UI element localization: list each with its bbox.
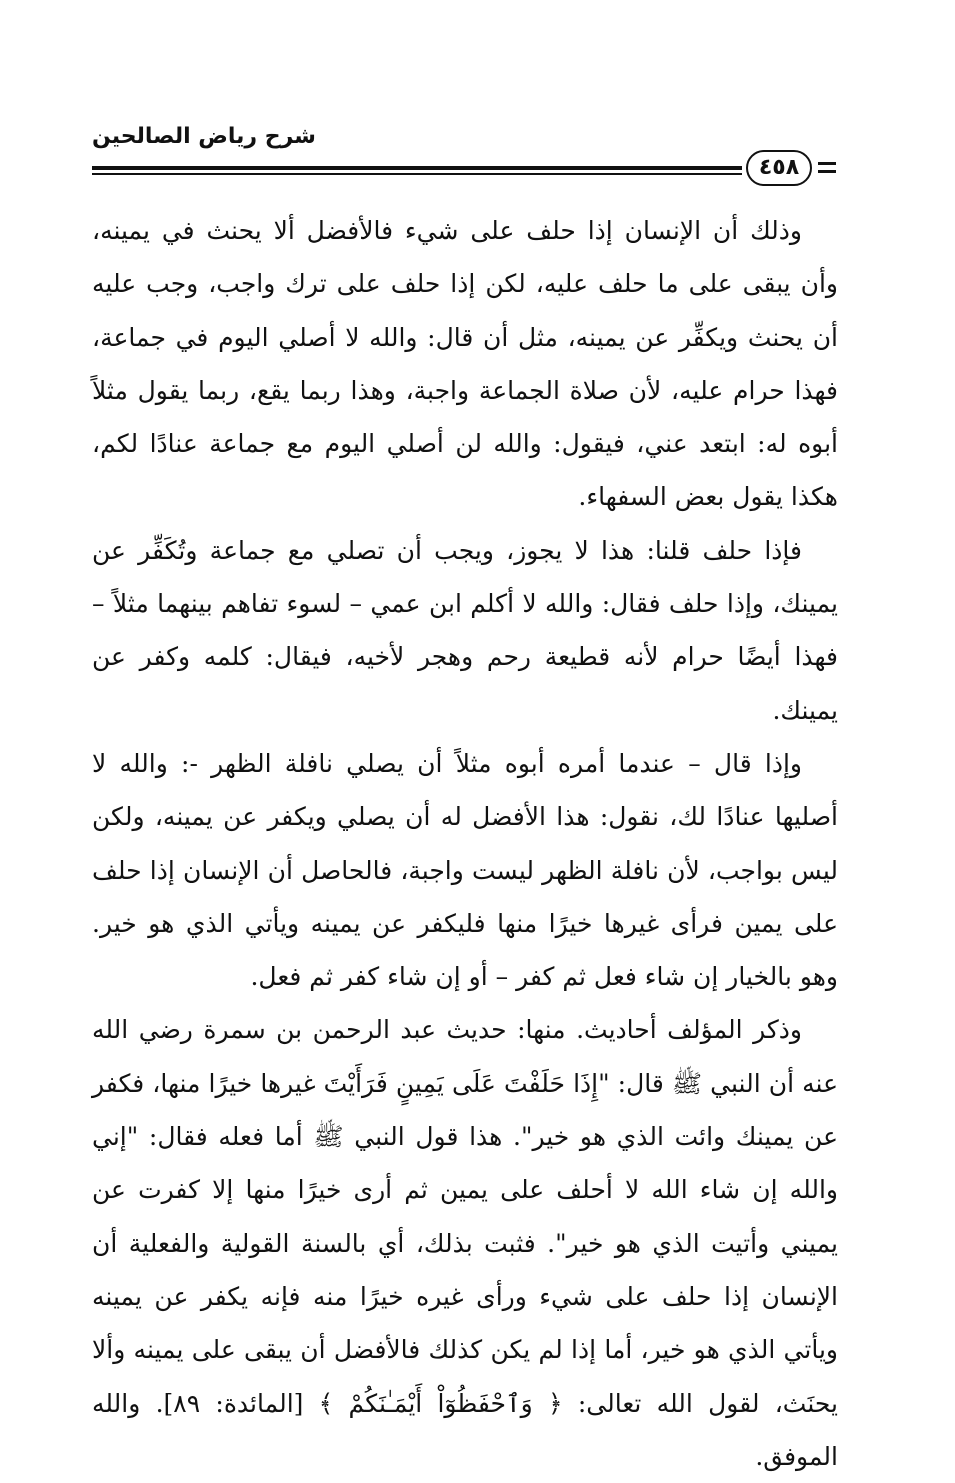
page-number: ٤٥٨ xyxy=(746,150,812,186)
header-rule xyxy=(92,160,838,182)
running-header-title: شرح رياض الصالحين xyxy=(92,124,316,149)
page-number-mark-top xyxy=(818,162,836,165)
page-number-marks xyxy=(818,160,838,176)
paragraph-1: وذلك أن الإنسان إذا حلف على شيء فالأفضل ألا يحنث في يمينه، وأن يبقى على ما حلف عليه، لكن إذا حلف على ترك واجب، وجب عليه أن يحنث ويكفِّر عن يمينه، مثل أن قال: والله لا أصلي اليوم في جماعة، فهذا حرام عليه، لأن صلاة الجماعة واجبة، وهذا ربما يقع، ربما يقول مثلاً أبوه له: ابتعد عني، فيقول: والله لن أصلي اليوم مع جماعة عنادًا لكم، هكذا يقول بعض السفهاء. xyxy=(92,216,838,512)
body-text xyxy=(92,204,838,1483)
paragraph-3: وإذا قال – عندما أمره أبوه مثلاً أن يصلي نافلة الظهر -: والله لا أصليها عنادًا لك، نقول: هذا الأفضل له أن يصلي ويكفر عن يمينه، ولكن ليس بواجب، لأن نافلة الظهر ليست واجبة، فالحاصل أن الإنسان إذا حلف على يمين فرأى غيرها خيرًا منها فليكفر عن يمينه ويأتي الذي هو خير. وهو بالخيار إن شاء فعل ثم كفر – أو إن شاء كفر ثم فعل. xyxy=(92,748,838,992)
header-rule-thick xyxy=(92,166,742,170)
paragraph-4: وذكر المؤلف أحاديث. منها: حديث عبد الرحمن بن سمرة رضي الله عنه أن النبي ﷺ قال: "إِذَا حَلَفْتَ عَلَى يَمِينٍ فَرَأَيْتَ غيرها خيرًا منها، فكفر عن يمينك وائت الذي هو خير". هذا قول النبي ﷺ أما فعله فقال: "إني والله إن شاء الله لا أحلف على يمين ثم أرى خيرًا منها إلا كفرت عن يميني وأتيت الذي هو خير". فثبت بذلك، أي بالسنة القولية والفعلية أن الإنسان إذا حلف على شيء ورأى غيره خيرًا منه فإنه يكفر عن يمينه ويأتي الذي هو خير، أما إذا لم يكن كذلك فالأفضل أن يبقى على يمينه وألا يحنَث، لقول الله تعالى: ﴿ وَٱحْفَظُوٓاْ أَيْمَـٰنَكُمْ ﴾ [المائدة: ٨٩]. والله الموفق. xyxy=(92,1015,838,1471)
page-number-mark-bottom xyxy=(818,170,836,173)
paragraph-2: فإذا حلف قلنا: هذا لا يجوز، ويجب أن تصلي مع جماعة وتُكَفِّر عن يمينك، وإذا حلف فقال: والله لا أكلم ابن عمي – لسوء تفاهم بينهما مثلاً – فهذا أيضًا حرام لأنه قطيعة رحم وهجر لأخيه، فيقال: كلمه وكفر عن يمينك. xyxy=(92,535,838,725)
header-rule-thin xyxy=(92,173,742,175)
